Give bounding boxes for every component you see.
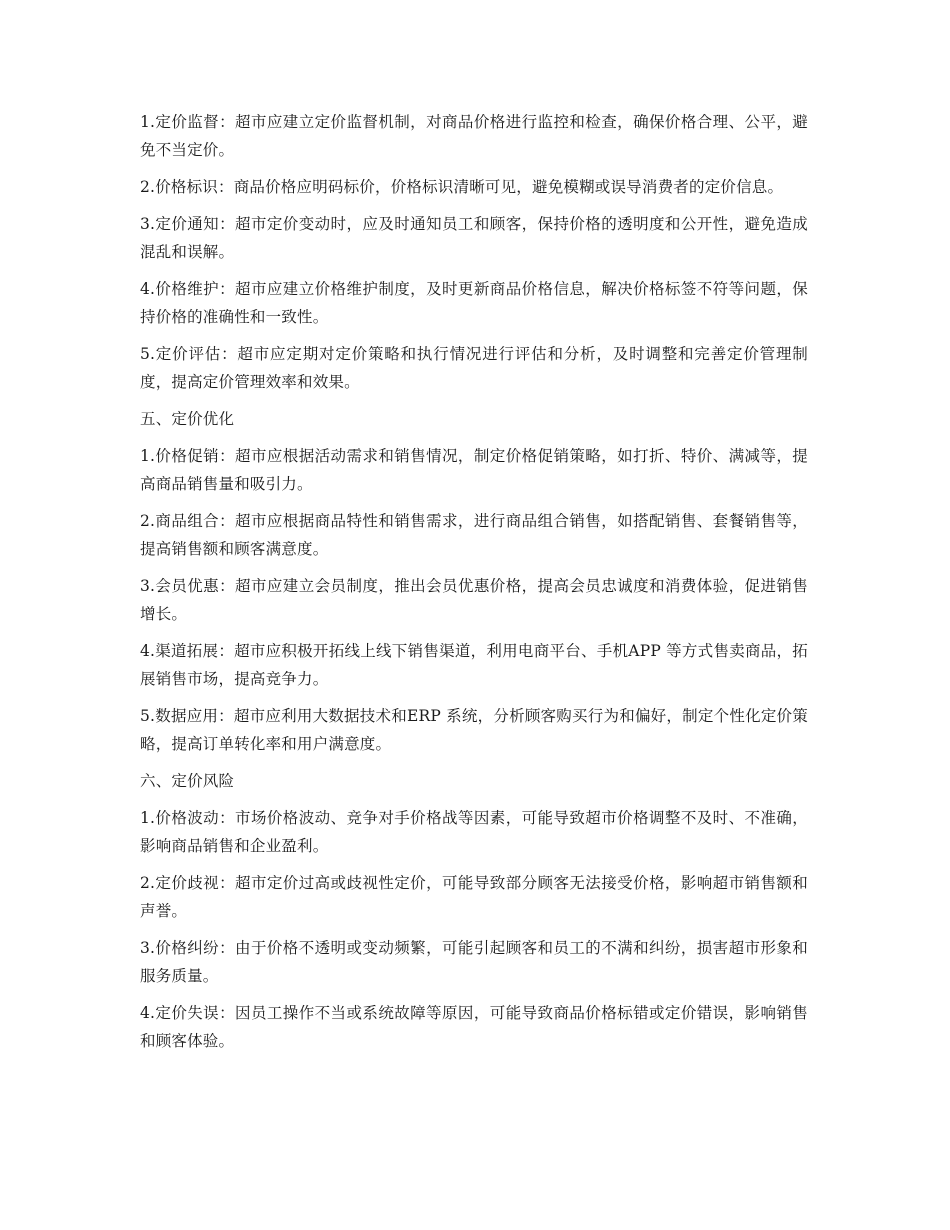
paragraph-product-bundle: 2.商品组合：超市应根据商品特性和销售需求，进行商品组合销售，如搭配销售、套餐销售等，提高销售额和顾客满意度。 [140,512,808,558]
paragraph-channel-expansion: 4.渠道拓展：超市应积极开拓线上线下销售渠道，利用电商平台、手机APP 等方式售卖商品，拓展销售市场，提高竞争力。 [140,642,808,688]
document-body [140,108,808,1064]
paragraph-member-discount: 3.会员优惠：超市应建立会员制度，推出会员优惠价格，提高会员忠诚度和消费体验，促进销售增长。 [140,577,808,623]
paragraph-price-maintenance: 4.价格维护：超市应建立价格维护制度，及时更新商品价格信息，解决价格标签不符等问题，保持价格的准确性和一致性。 [140,280,808,326]
paragraph-pricing-notice: 3.定价通知：超市定价变动时，应及时通知员工和顾客，保持价格的透明度和公开性，避免造成混乱和误解。 [140,215,808,261]
paragraph-pricing-evaluation: 5.定价评估：超市应定期对定价策略和执行情况进行评估和分析，及时调整和完善定价管理制度，提高定价管理效率和效果。 [140,345,808,391]
paragraph-price-labeling: 2.价格标识：商品价格应明码标价，价格标识清晰可见，避免模糊或误导消费者的定价信息。 [140,178,784,196]
paragraph-pricing-discrimination: 2.定价歧视：超市定价过高或歧视性定价，可能导致部分顾客无法接受价格，影响超市销售额和声誉。 [140,874,808,920]
paragraph-pricing-error: 4.定价失误：因员工操作不当或系统故障等原因，可能导致商品价格标错或定价错误，影响销售和顾客体验。 [140,1004,808,1050]
paragraph-price-dispute: 3.价格纠纷：由于价格不透明或变动频繁，可能引起顾客和员工的不满和纠纷，损害超市形象和服务质量。 [140,939,808,985]
paragraph-supervision: 1.定价监督：超市应建立定价监督机制，对商品价格进行监控和检查，确保价格合理、公平，避免不当定价。 [140,113,808,159]
paragraph-price-promotion: 1.价格促销：超市应根据活动需求和销售情况，制定价格促销策略，如打折、特价、满减等，提高商品销售量和吸引力。 [140,447,808,493]
paragraph-price-fluctuation: 1.价格波动：市场价格波动、竞争对手价格战等因素，可能导致超市价格调整不及时、不准确，影响商品销售和企业盈利。 [140,809,808,855]
section-heading-risk: 六、定价风险 [140,772,235,790]
paragraph-data-application: 5.数据应用：超市应利用大数据技术和ERP 系统，分析顾客购买行为和偏好，制定个性化定价策略，提高订单转化率和用户满意度。 [140,707,808,753]
section-heading-optimization: 五、定价优化 [140,410,235,428]
